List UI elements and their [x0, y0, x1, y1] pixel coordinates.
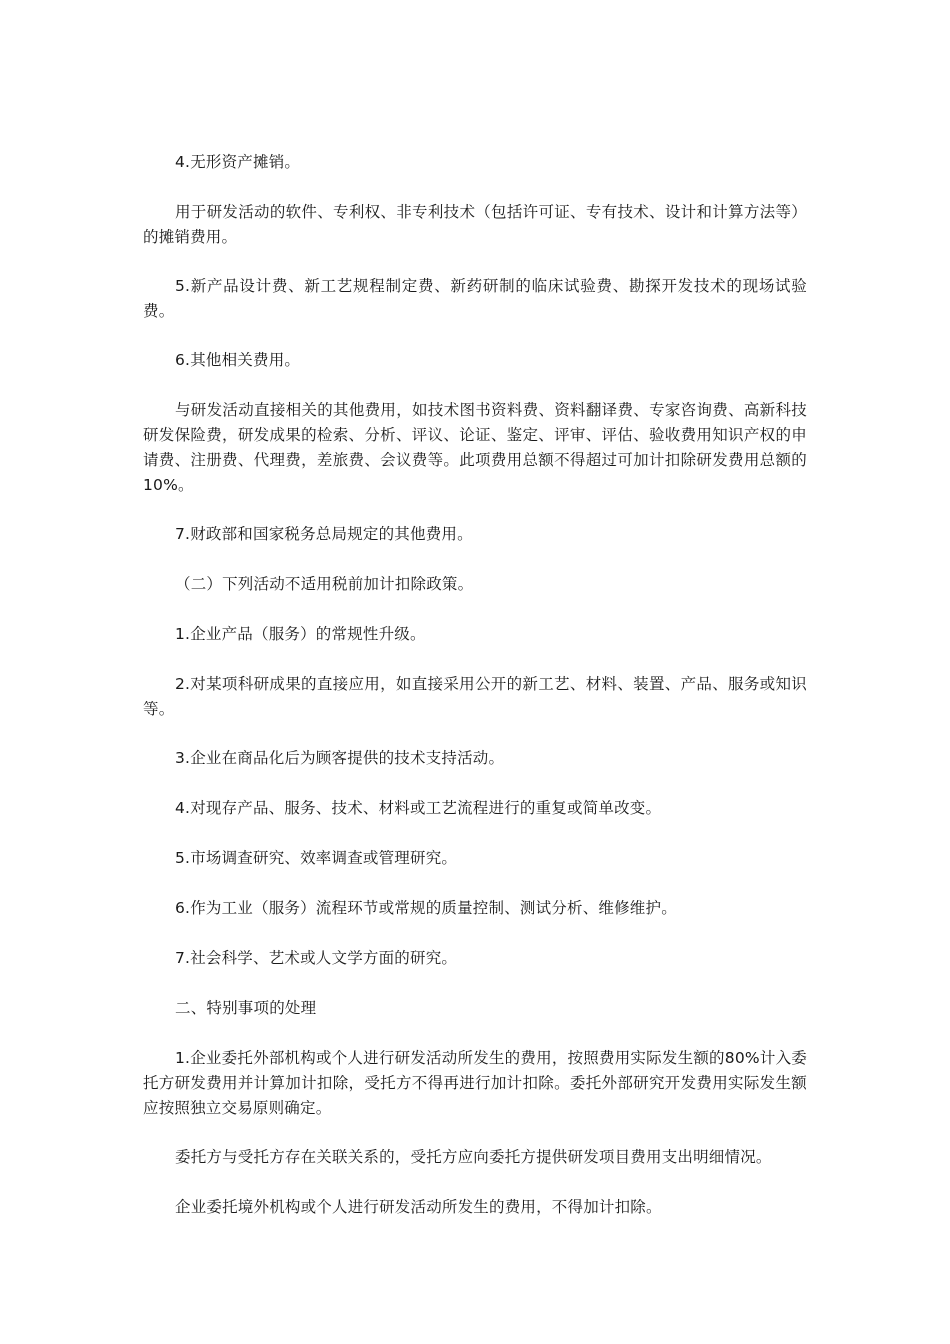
- paragraph: 用于研发活动的软件、专利权、非专利技术（包括许可证、专有技术、设计和计算方法等）的摊销费用。: [143, 203, 807, 246]
- paragraph: 7.财政部和国家税务总局规定的其他费用。: [175, 525, 473, 543]
- section-heading: 二、特别事项的处理: [175, 999, 317, 1017]
- paragraph: 1.企业委托外部机构或个人进行研发活动所发生的费用，按照费用实际发生额的80%计入委托方研发费用并计算加计扣除，受托方不得再进行加计扣除。委托外部研究开发费用实际发生额应按照独立交易原则确定。: [143, 1049, 807, 1117]
- paragraph: 委托方与受托方存在关联关系的，受托方应向委托方提供研发项目费用支出明细情况。: [175, 1148, 772, 1166]
- paragraph: 7.社会科学、艺术或人文学方面的研究。: [175, 949, 458, 967]
- paragraph: 5.新产品设计费、新工艺规程制定费、新药研制的临床试验费、勘探开发技术的现场试验费。: [143, 277, 807, 320]
- paragraph: （二）下列活动不适用税前加计扣除政策。: [175, 575, 474, 593]
- paragraph: 企业委托境外机构或个人进行研发活动所发生的费用，不得加计扣除。: [175, 1198, 662, 1216]
- paragraph: 5.市场调查研究、效率调查或管理研究。: [175, 849, 458, 867]
- paragraph: 6.作为工业（服务）流程环节或常规的质量控制、测试分析、维修维护。: [175, 899, 677, 917]
- paragraph: 与研发活动直接相关的其他费用，如技术图书资料费、资料翻译费、专家咨询费、高新科技研发保险费，研发成果的检索、分析、评议、论证、鉴定、评审、评估、验收费用知识产权的申请费、注册费、代理费，差旅费、会议费等。此项费用总额不得超过可加计扣除研发费用总额的10%。: [143, 401, 807, 494]
- paragraph: 6.其他相关费用。: [175, 351, 301, 369]
- paragraph: 4.对现存产品、服务、技术、材料或工艺流程进行的重复或简单改变。: [175, 799, 662, 817]
- paragraph: 1.企业产品（服务）的常规性升级。: [175, 625, 426, 643]
- paragraph: 3.企业在商品化后为顾客提供的技术支持活动。: [175, 749, 505, 767]
- paragraph: 4.无形资产摊销。: [175, 153, 301, 171]
- paragraph: 2.对某项科研成果的直接应用，如直接采用公开的新工艺、材料、装置、产品、服务或知识等。: [143, 675, 807, 718]
